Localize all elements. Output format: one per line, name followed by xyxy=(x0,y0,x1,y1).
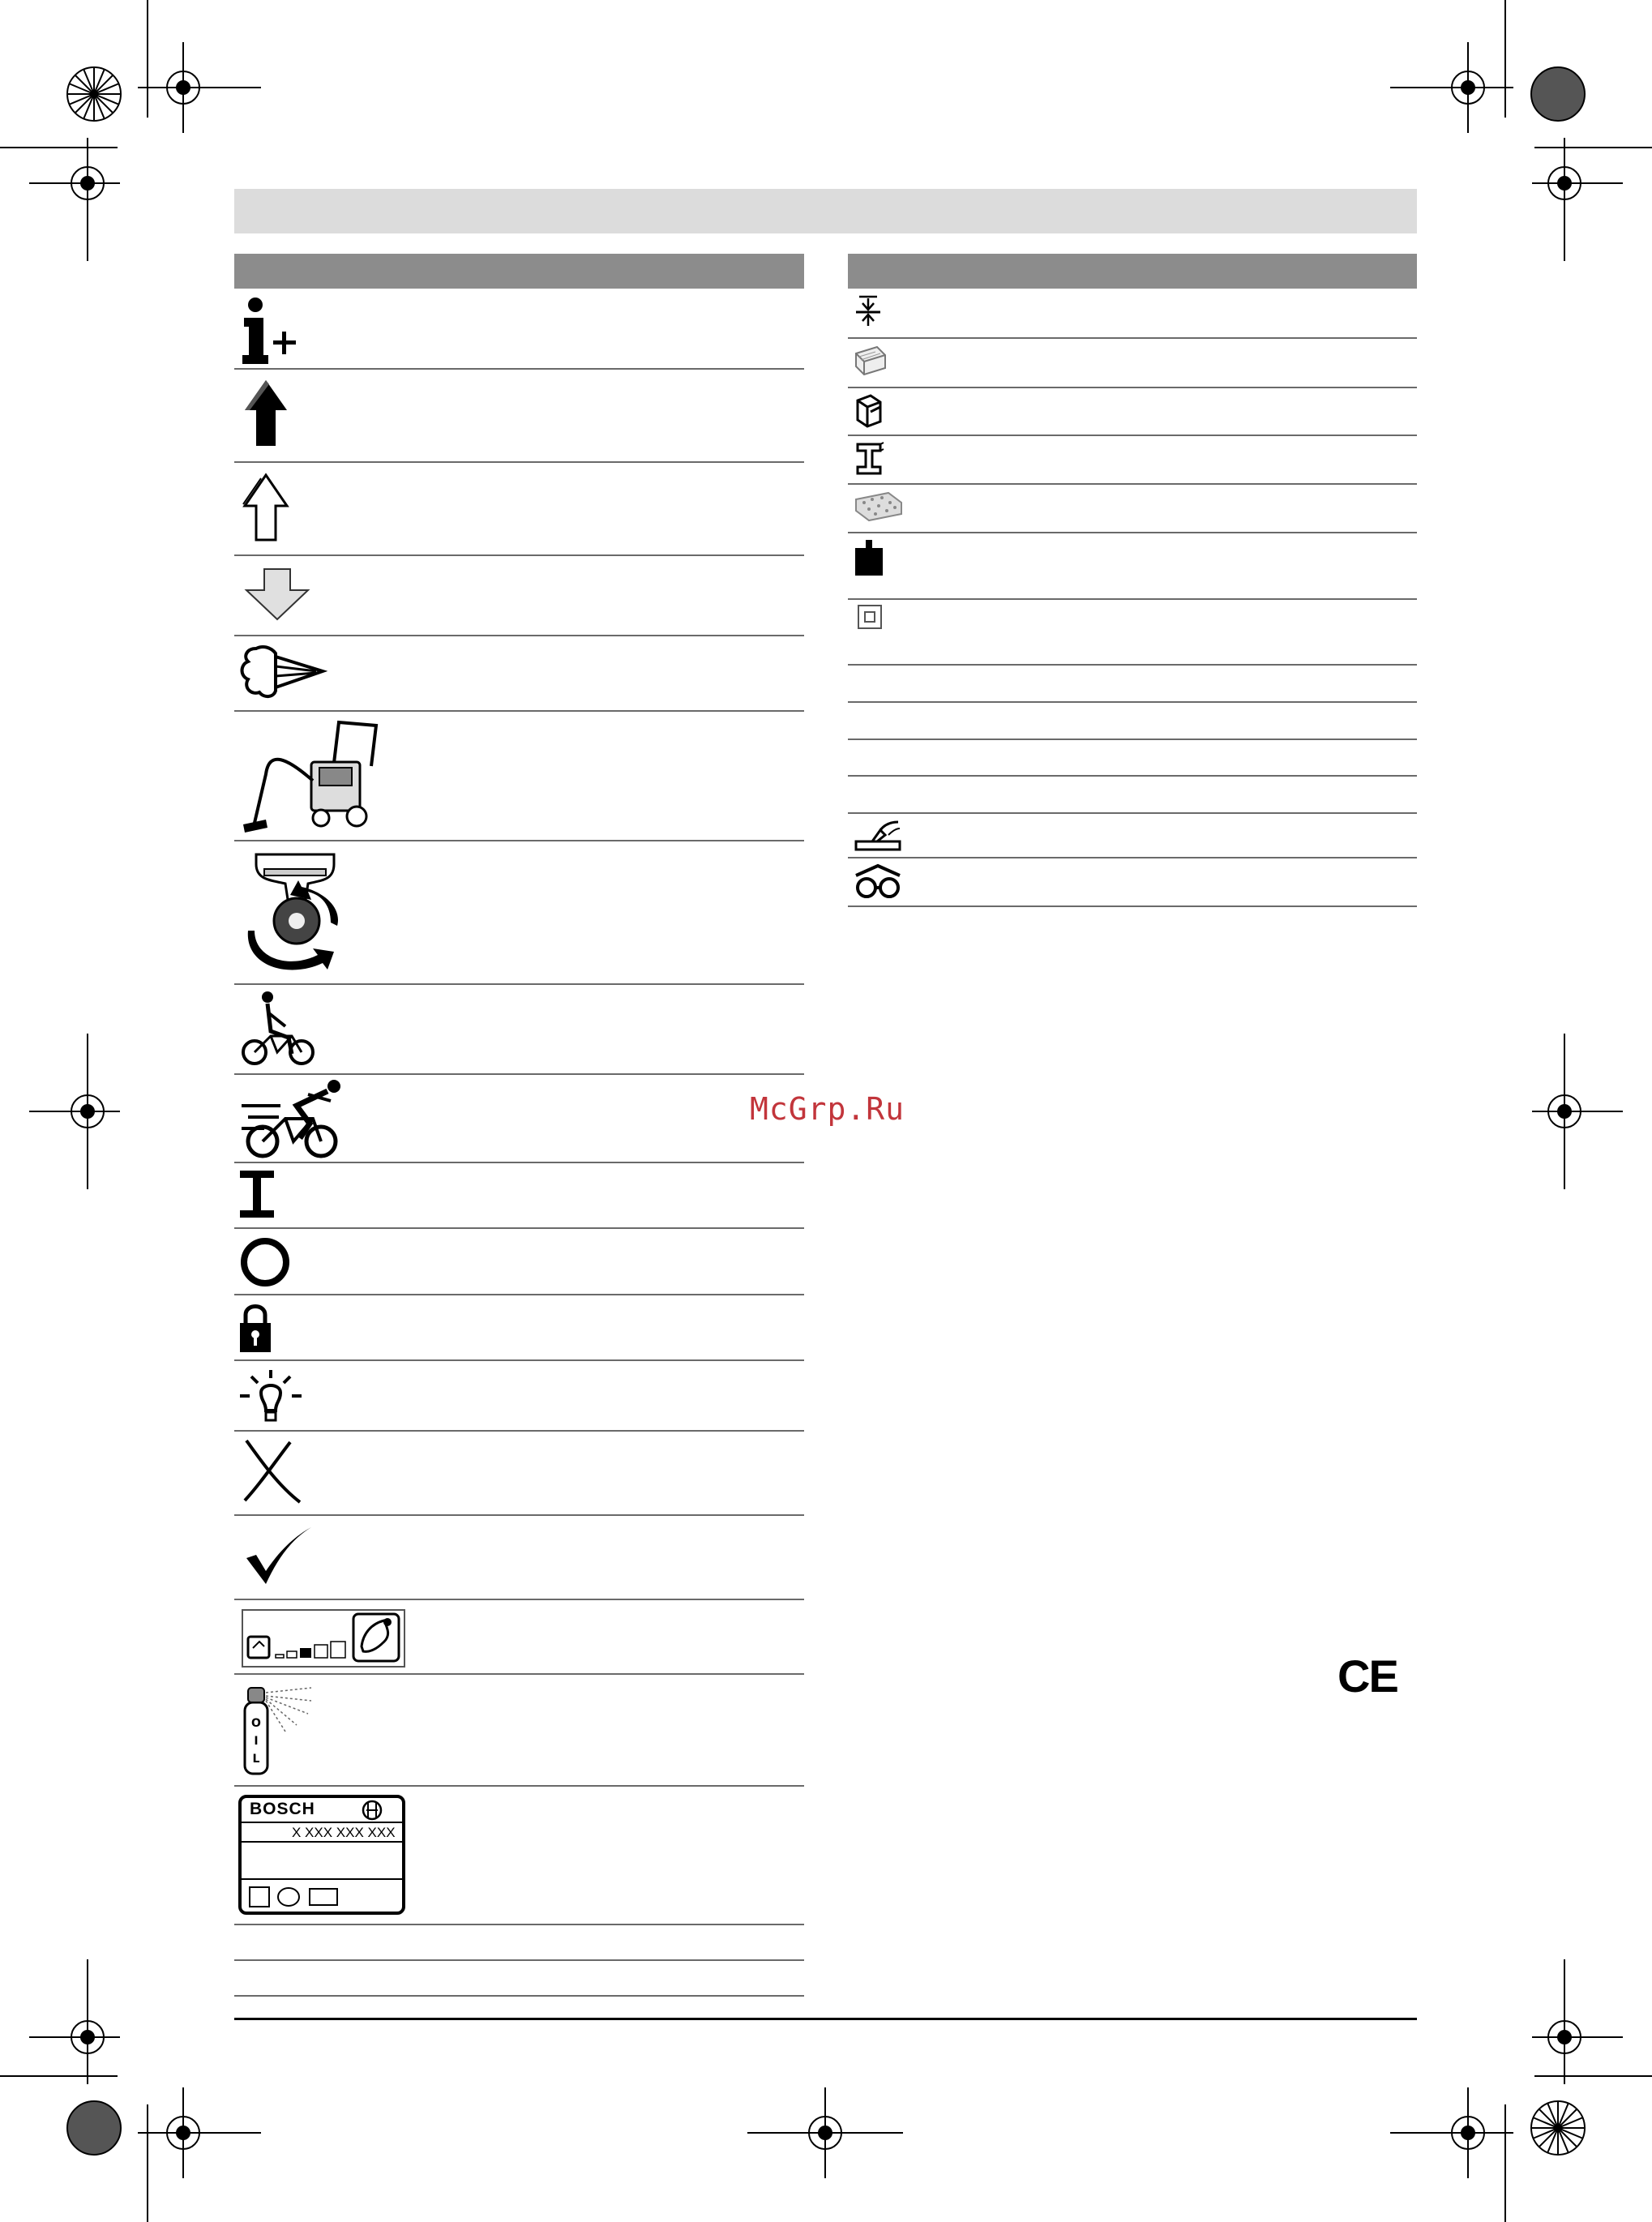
row-divider xyxy=(234,1162,804,1163)
row-divider xyxy=(848,664,1417,666)
filled-arrow-up-icon xyxy=(242,378,290,451)
oil-spray-icon xyxy=(238,1681,316,1777)
row-divider xyxy=(234,461,804,463)
row-divider xyxy=(234,983,804,985)
row-divider xyxy=(848,905,1417,907)
steel-beam-icon xyxy=(853,441,885,477)
outline-arrow-up-icon xyxy=(242,472,290,545)
left-column-header xyxy=(234,254,804,289)
wood-material-icon xyxy=(853,344,888,376)
nameplate-brand: BOSCH xyxy=(250,1800,315,1818)
row-divider xyxy=(848,532,1417,533)
row-divider xyxy=(234,1359,804,1361)
row-divider xyxy=(848,435,1417,436)
cut-depth-icon xyxy=(853,295,884,329)
row-divider xyxy=(234,635,804,636)
row-divider xyxy=(848,598,1417,600)
row-divider xyxy=(234,840,804,841)
slow-cyclist-icon xyxy=(240,991,318,1068)
page-header-band xyxy=(234,189,1417,233)
checkmark-icon xyxy=(242,1524,315,1589)
row-divider xyxy=(234,1599,804,1600)
svg-text:L: L xyxy=(252,1753,260,1766)
row-divider xyxy=(848,387,1417,388)
nameplate-icon xyxy=(238,1795,405,1915)
dust-extraction-rotation-icon xyxy=(240,848,345,978)
row-divider xyxy=(234,1924,804,1925)
row-divider xyxy=(234,1073,804,1075)
lock-icon xyxy=(238,1300,272,1354)
safety-goggles-icon xyxy=(851,863,905,901)
row-divider xyxy=(234,1514,804,1516)
right-column-header xyxy=(848,254,1417,289)
row-divider xyxy=(848,337,1417,339)
weight-icon xyxy=(853,538,885,577)
nameplate-article-number: X XXX XXX XXX xyxy=(292,1825,396,1840)
lamp-icon xyxy=(238,1368,303,1425)
row-divider xyxy=(234,554,804,556)
fast-cyclist-icon xyxy=(240,1078,347,1159)
row-divider xyxy=(234,1227,804,1229)
off-switch-icon xyxy=(238,1235,292,1289)
row-divider xyxy=(234,1959,804,1961)
row-divider xyxy=(234,1673,804,1675)
info-plus-icon xyxy=(239,297,304,366)
stone-material-icon xyxy=(853,490,905,524)
row-divider xyxy=(234,1294,804,1295)
svg-text:O: O xyxy=(251,1717,261,1730)
svg-text:I: I xyxy=(254,1735,259,1748)
dust-blow-icon xyxy=(238,642,327,704)
row-divider xyxy=(848,701,1417,703)
row-divider xyxy=(848,775,1417,777)
grinding-surface-icon xyxy=(853,819,903,853)
row-divider xyxy=(848,739,1417,740)
row-divider xyxy=(848,483,1417,485)
protection-class-icon xyxy=(858,605,882,629)
row-divider xyxy=(848,812,1417,814)
watermark: McGrp.Ru xyxy=(750,1091,905,1127)
row-divider xyxy=(234,1995,804,1997)
arrow-down-icon xyxy=(243,566,311,623)
effort-scale-icon xyxy=(242,1609,405,1668)
metal-material-icon xyxy=(853,392,885,428)
footer-rule xyxy=(234,2018,1417,2020)
row-divider xyxy=(234,1785,804,1787)
row-divider xyxy=(234,368,804,370)
row-divider xyxy=(234,710,804,712)
ce-conformity-mark: CE xyxy=(1337,1650,1397,1702)
vacuum-cleaner-icon xyxy=(238,717,381,835)
on-switch-icon xyxy=(238,1169,277,1219)
row-divider xyxy=(848,857,1417,858)
row-divider xyxy=(234,1430,804,1432)
cross-icon xyxy=(242,1439,303,1504)
